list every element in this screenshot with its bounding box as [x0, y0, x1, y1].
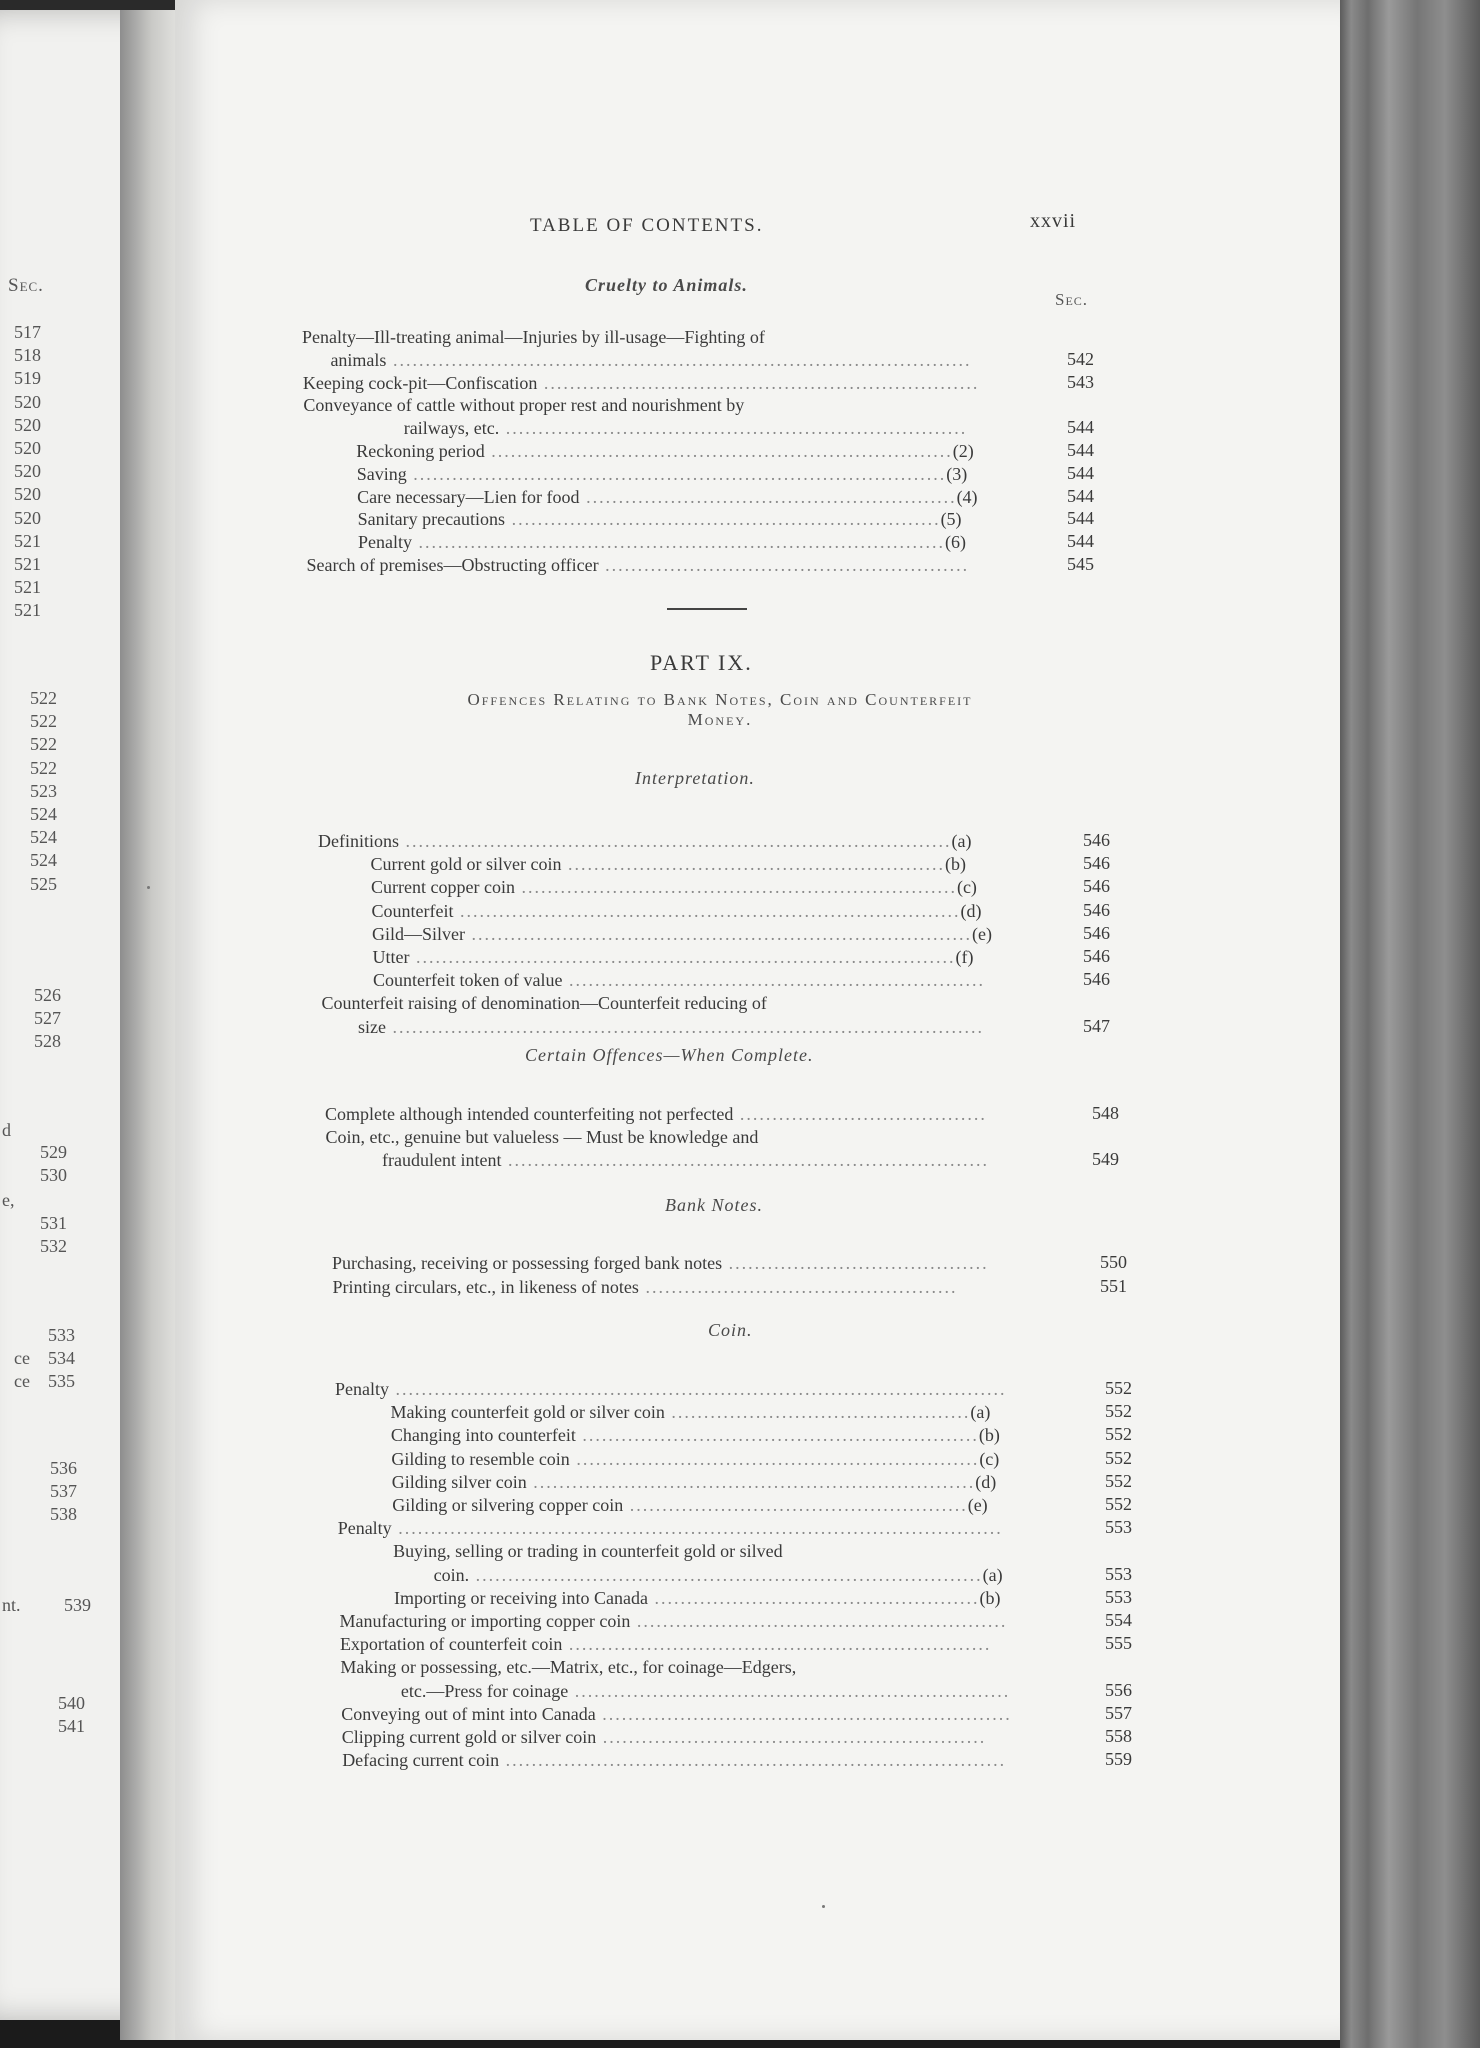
part-subtitle-line1: Offences Relating to Bank Notes, Coin and Counterfeit — [467, 690, 973, 709]
toc-entry — [357, 463, 968, 486]
left-page-number: 524 — [30, 850, 57, 871]
toc-entry — [371, 876, 977, 899]
leader-dots: ........................................................................................... — [385, 1016, 984, 1037]
toc-entry-subsection: (6) — [945, 532, 967, 553]
toc-entry — [303, 372, 979, 395]
page-speck — [147, 886, 150, 889]
leader-dots: ...................................... — [733, 1104, 987, 1124]
toc-entry-text: Coin, etc., genuine but valueless — Must be knowledge and — [325, 1127, 759, 1147]
toc-section-number: 559 — [1105, 1749, 1132, 1770]
toc-entry-subsection: (e) — [972, 923, 992, 944]
toc-entry — [318, 830, 971, 853]
toc-entry-text: Counterfeit raising of denomination—Counterfeit reducing of — [321, 993, 767, 1014]
left-page-number: nt. — [2, 1595, 21, 1615]
toc-entry-subsection: (d) — [960, 900, 982, 921]
toc-entry-text: Care necessary—Lien for food — [357, 486, 580, 507]
toc-entry-text: size — [358, 1016, 386, 1037]
left-page-number: 522 — [30, 734, 57, 755]
toc-section-number: 554 — [1105, 1610, 1132, 1630]
leader-dots: ....................................................................... — [484, 441, 953, 461]
leader-dots: ................................................................................... — [409, 947, 956, 967]
toc-entry — [303, 394, 744, 417]
left-page-number: 534 — [48, 1348, 75, 1368]
toc-entry-subsection: (c) — [956, 877, 977, 898]
heading-interpretation: Interpretation. — [635, 768, 755, 788]
toc-entry — [333, 1276, 958, 1299]
toc-entry — [434, 1564, 1003, 1587]
sec-column-label: Sec. — [1055, 290, 1089, 309]
toc-entry-subsection: (b) — [978, 1425, 1000, 1446]
toc-entry-text: Gild—Silver — [372, 923, 465, 944]
left-page-number: 526 — [34, 985, 61, 1005]
toc-section-number: 544 — [1067, 440, 1094, 460]
toc-entry-text: Counterfeit token of value — [373, 970, 563, 991]
toc-entry — [340, 1633, 991, 1656]
left-page-number: ce — [14, 1371, 30, 1391]
toc-entry — [340, 1610, 1008, 1633]
page-speck — [822, 1905, 825, 1908]
leader-dots: ................................................................. — [562, 1634, 992, 1655]
toc-section-number: 552 — [1105, 1494, 1132, 1514]
toc-section-number: 550 — [1100, 1252, 1127, 1272]
toc-entry — [390, 1401, 990, 1424]
toc-entry-subsection: (f) — [955, 947, 974, 967]
toc-entry-subsection: (a) — [970, 1402, 991, 1423]
toc-entry — [391, 1424, 1000, 1447]
toc-entry-text: Changing into counterfeit — [390, 1425, 576, 1446]
toc-entry-text: Manufacturing or importing copper coin — [339, 1611, 631, 1631]
leader-dots: ................................................................... — [568, 1680, 1011, 1701]
toc-entry — [404, 417, 967, 440]
toc-entry-text: Gilding or silvering copper coin — [392, 1495, 624, 1515]
leader-dots: .................................................................................... — [399, 831, 952, 851]
leader-dots: .................................................................... — [526, 1471, 976, 1492]
left-page-number: 536 — [50, 1458, 77, 1478]
leader-dots: ............................................................................................. — [391, 1518, 1003, 1539]
toc-entry-subsection: (a) — [951, 831, 972, 851]
left-page-number: 520 — [14, 484, 41, 505]
leader-dots: ........................................................ — [598, 555, 970, 575]
leader-dots: ................................................................... — [514, 877, 957, 898]
left-page-number: 520 — [14, 461, 41, 482]
toc-entry-text: Making counterfeit gold or silver coin — [390, 1402, 665, 1423]
left-page-number: 531 — [40, 1213, 67, 1233]
leader-dots: ........................................ — [722, 1253, 989, 1273]
toc-entry-text: Exportation of counterfeit coin — [339, 1634, 563, 1655]
toc-entry-subsection: (a) — [982, 1564, 1003, 1585]
left-page-number: 520 — [14, 507, 41, 528]
toc-section-number: 553 — [1105, 1586, 1132, 1607]
toc-entry-subsection: (2) — [952, 441, 974, 461]
leader-dots: .............................................................. — [569, 1448, 980, 1469]
leader-dots: ................................................................... — [537, 372, 980, 393]
toc-entry — [326, 1126, 759, 1149]
heading-certain-offences: Certain Offences—When Complete. — [525, 1045, 814, 1065]
toc-entry — [358, 1016, 984, 1039]
left-page-number: 521 — [14, 554, 41, 574]
toc-section-number: 543 — [1067, 371, 1094, 392]
toc-section-number: 549 — [1092, 1149, 1119, 1169]
toc-entry — [392, 1471, 996, 1494]
toc-entry — [325, 1103, 987, 1126]
leader-dots: ............................................................. — [575, 1425, 979, 1446]
heading-cruelty: Cruelty to Animals. — [585, 275, 748, 295]
left-page-number: 533 — [48, 1325, 75, 1345]
toc-entry-text: Reckoning period — [356, 441, 485, 461]
leader-dots: .............................................................................. — [469, 1564, 983, 1585]
running-title: TABLE OF CONTENTS. — [530, 215, 764, 236]
part-title: PART IX. — [650, 650, 753, 675]
toc-section-number: 547 — [1083, 1015, 1110, 1036]
toc-entry-text: fraudulent intent — [382, 1150, 502, 1170]
toc-section-number: 555 — [1105, 1633, 1132, 1654]
left-page-number: ce — [14, 1348, 30, 1368]
left-page-number: 518 — [14, 345, 41, 366]
leader-dots: ................................................................ — [562, 970, 985, 991]
toc-entry-text: Saving — [356, 463, 407, 484]
page-folio: xxvii — [1030, 210, 1077, 232]
toc-entry-text: Gilding to resemble coin — [391, 1448, 570, 1469]
toc-entry — [358, 508, 962, 531]
toc-section-number: 546 — [1083, 969, 1110, 990]
part-subtitle-line2: Money. — [687, 710, 753, 730]
left-page-number: 521 — [14, 577, 41, 598]
toc-entry-subsection: (5) — [940, 509, 962, 530]
toc-entry-text: Clipping current gold or silver coin — [341, 1727, 597, 1747]
toc-entry — [372, 923, 992, 946]
left-page-number: 527 — [34, 1008, 61, 1028]
toc-entry-text: Making or possessing, etc.—Matrix, etc., for coinage—Edgers, — [340, 1657, 797, 1678]
toc-section-number: 552 — [1105, 1401, 1132, 1422]
toc-entry — [356, 440, 973, 463]
toc-entry — [338, 1517, 1003, 1540]
leader-dots: ............................................................................. — [465, 923, 972, 944]
toc-section-number: 558 — [1105, 1726, 1132, 1746]
toc-entry-text: Penalty—Ill-treating animal—Injuries by ill-usage—Fighting of — [302, 327, 765, 347]
toc-section-number: 544 — [1067, 531, 1094, 552]
toc-entry-text: Penalty — [358, 532, 413, 553]
left-page-number: 530 — [40, 1165, 67, 1185]
toc-section-number: 552 — [1105, 1470, 1132, 1491]
left-page-number: 522 — [30, 711, 57, 732]
toc-entry — [372, 900, 982, 923]
toc-section-number: 546 — [1083, 922, 1110, 943]
left-page-number: 537 — [50, 1481, 77, 1501]
part-subtitle — [320, 690, 1120, 731]
heading-bank-notes: Bank Notes. — [665, 1195, 763, 1215]
toc-entry-text: Conveyance of cattle without proper rest and nourishment by — [303, 395, 745, 416]
left-sec-header: Sec. — [8, 275, 44, 296]
leader-dots: .............................................. — [664, 1402, 971, 1423]
toc-entry — [401, 1680, 1010, 1703]
toc-section-number: 551 — [1100, 1276, 1127, 1296]
left-page-number: 529 — [40, 1142, 67, 1162]
toc-section-number: 544 — [1067, 417, 1094, 438]
toc-entry-subsection: (d) — [975, 1471, 997, 1492]
toc-entry — [373, 946, 974, 969]
toc-entry-text: Keeping cock-pit—Confiscation — [302, 372, 538, 393]
toc-entry — [392, 1494, 987, 1517]
toc-section-number: 552 — [1105, 1447, 1132, 1468]
toc-entry-subsection: (3) — [946, 463, 968, 484]
left-page-number: 519 — [14, 368, 41, 389]
toc-entry — [330, 349, 971, 372]
toc-entry-subsection: (c) — [979, 1448, 1000, 1469]
toc-section-number: 552 — [1105, 1424, 1132, 1445]
toc-entry-text: Importing or receiving into Canada — [394, 1587, 648, 1608]
left-page-number: 525 — [30, 873, 57, 894]
leader-dots: .................................................................................. — [406, 463, 947, 484]
toc-entry-text: Penalty — [337, 1518, 392, 1539]
toc-entry-text: Purchasing, receiving or possessing forged bank notes — [332, 1253, 723, 1273]
leader-dots: .................................................... — [623, 1495, 968, 1515]
toc-entry-subsection: (e) — [967, 1495, 988, 1515]
toc-entry — [302, 326, 765, 349]
left-page-number: 517 — [14, 322, 41, 342]
toc-entry-text: Definitions — [318, 831, 399, 851]
toc-entry-text: Sanitary precautions — [357, 509, 506, 530]
left-page-number: 541 — [58, 1716, 85, 1736]
left-page-number: 535 — [48, 1371, 75, 1391]
toc-entry-text: Buying, selling or trading in counterfeit gold or silved — [393, 1541, 783, 1562]
toc-section-number: 544 — [1067, 485, 1094, 506]
leader-dots: .......................................................................... — [501, 1150, 989, 1170]
toc-entry-text: Complete although intended counterfeiting not perfected — [325, 1104, 734, 1124]
toc-section-number: 556 — [1105, 1679, 1132, 1700]
left-page-number: 520 — [14, 391, 41, 412]
toc-entry — [371, 853, 966, 876]
toc-entry-text: Gilding silver coin — [391, 1471, 527, 1492]
toc-entry — [332, 1252, 989, 1275]
toc-section-number: 545 — [1067, 554, 1094, 574]
toc-entry — [358, 531, 966, 554]
leader-dots: ............................................................................. — [499, 1750, 1007, 1771]
section-rule — [667, 608, 747, 610]
toc-entry-text: Defacing current coin — [342, 1750, 500, 1771]
toc-entry-subsection: (b) — [979, 1587, 1001, 1608]
toc-entry — [322, 992, 767, 1015]
toc-section-number: 544 — [1067, 508, 1094, 529]
toc-entry-text: animals — [330, 349, 387, 370]
toc-entry — [335, 1378, 1007, 1401]
left-page-number: d — [2, 1120, 11, 1140]
left-page-number: 540 — [58, 1693, 85, 1713]
leader-dots: ............................................................................. — [453, 900, 961, 921]
left-page-number: 523 — [30, 780, 57, 801]
toc-entry-text: railways, etc. — [403, 418, 500, 439]
left-page-number: 521 — [14, 530, 41, 551]
toc-entry — [373, 969, 985, 992]
leader-dots: ......................................................................................... — [386, 349, 972, 370]
toc-entry — [394, 1587, 1000, 1610]
toc-entry — [391, 1448, 999, 1471]
left-page-number: 522 — [30, 688, 57, 708]
leader-dots: ............................................................... — [595, 1703, 1012, 1724]
toc-entry-text: Penalty — [335, 1379, 389, 1399]
leader-dots: ................................................ — [638, 1277, 958, 1297]
toc-section-number: 542 — [1067, 348, 1094, 369]
toc-entry-subsection: (4) — [956, 486, 978, 507]
leader-dots: .................................................. — [647, 1587, 980, 1608]
left-page-number: 524 — [30, 804, 57, 824]
leader-dots: ......................................................... — [630, 1611, 1008, 1631]
toc-section-number: 553 — [1105, 1563, 1132, 1584]
left-page-number: 520 — [14, 438, 41, 458]
toc-entry — [357, 486, 977, 509]
left-page-number: 522 — [30, 757, 57, 778]
toc-section-number: 557 — [1105, 1702, 1132, 1723]
toc-section-number: 546 — [1083, 899, 1110, 920]
toc-entry — [342, 1726, 986, 1749]
toc-entry-text: Current copper coin — [371, 877, 515, 898]
toc-entry — [307, 554, 970, 577]
toc-section-number: 553 — [1105, 1517, 1132, 1538]
leader-dots: ....................................................................... — [499, 418, 968, 439]
toc-section-number: 552 — [1105, 1378, 1132, 1398]
toc-entry-text: Utter — [372, 947, 410, 967]
toc-entry — [340, 1656, 796, 1679]
toc-entry-text: Conveying out of mint into Canada — [341, 1703, 596, 1724]
toc-entry — [393, 1540, 782, 1563]
toc-entry-text: coin. — [433, 1564, 470, 1585]
left-page-number: 539 — [64, 1595, 91, 1615]
left-page-number: e, — [2, 1190, 15, 1210]
toc-entry — [342, 1749, 1006, 1772]
toc-entry-subsection: (b) — [944, 854, 966, 875]
heading-coin: Coin. — [708, 1320, 753, 1340]
left-page-number: 528 — [34, 1031, 61, 1051]
book-page-edges — [1340, 0, 1480, 2048]
toc-entry-text: Printing circulars, etc., in likeness of notes — [332, 1277, 639, 1297]
toc-section-number: 546 — [1083, 876, 1110, 897]
toc-entry-text: Counterfeit — [371, 900, 454, 921]
toc-section-number: 546 — [1083, 946, 1110, 966]
toc-section-number: 546 — [1083, 853, 1110, 874]
toc-section-number: 544 — [1067, 462, 1094, 483]
leader-dots: .............................................................................................. — [389, 1379, 1007, 1399]
left-page-number: 520 — [14, 414, 41, 435]
toc-entry-text: etc.—Press for coinage — [400, 1680, 569, 1701]
toc-entry — [341, 1703, 1011, 1726]
toc-entry-text: Search of premises—Obstructing officer — [306, 555, 599, 575]
left-page-number: 521 — [14, 600, 41, 621]
toc-section-number: 546 — [1083, 830, 1110, 850]
left-page-number: 538 — [50, 1504, 77, 1524]
leader-dots: .......................................................... — [561, 854, 945, 875]
left-page-number: 524 — [30, 827, 57, 848]
toc-entry — [382, 1149, 989, 1172]
leader-dots: .................................................................. — [505, 509, 941, 530]
leader-dots: ........................................................... — [596, 1727, 987, 1747]
leader-dots: ................................................................................. — [412, 532, 946, 553]
toc-entry-text: Current gold or silver coin — [370, 854, 562, 875]
left-page-number: 532 — [40, 1236, 67, 1256]
toc-section-number: 548 — [1092, 1103, 1119, 1123]
leader-dots: ......................................................... — [579, 486, 957, 507]
